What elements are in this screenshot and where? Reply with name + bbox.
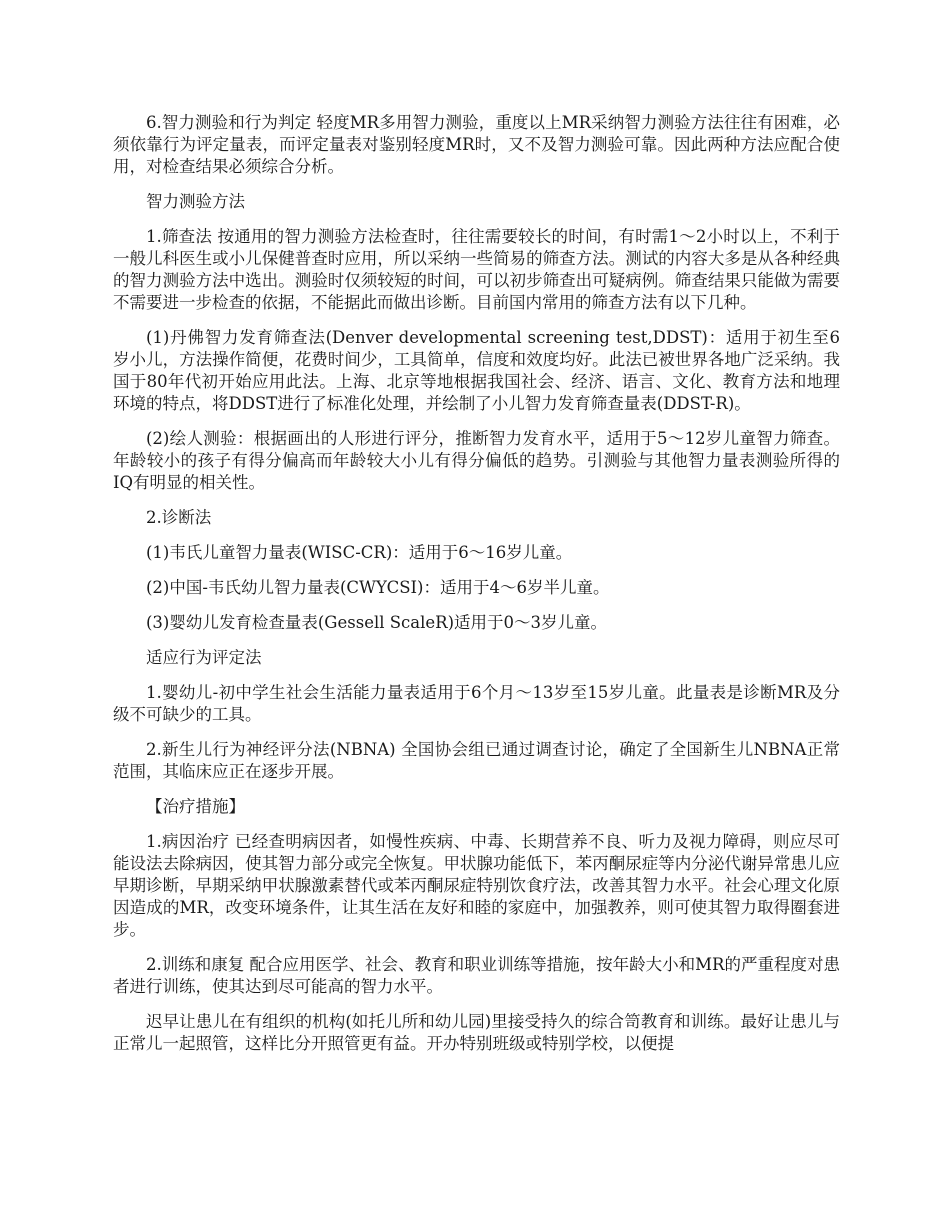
document-body [113,112,840,1068]
paragraph-social-living-scale: 1.婴幼儿-初中学生社会生活能力量表适用于6个月～13岁至15岁儿童。此量表是诊断MR及分级不可缺少的工具。 [113,683,840,724]
paragraph-organized-education: 迟早让患儿在有组织的机构(如托儿所和幼儿园)里接受持久的综合笥教育和训练。最好让患儿与正常儿一起照管，这样比分开照管更有益。开办特别班级或特别学校，以便提 [113,1012,840,1053]
paragraph-ddst: (1)丹佛智力发育筛查法(Denver developmental screening test,DDST)：适用于初生至6岁小儿，方法操作简便，花费时间少，工具简单，信度和效度均好。此法已被世界各地广泛采纳。我国于80年代初开始应用此法。上海、北京等地根据我国社会、经济、语言、文化、教育方法和地理环境的特点，将DDST进行了标准化处理，并绘制了小儿智力发育筛查量表(DDST-R)。 [113,328,840,413]
heading-intelligence-test-methods: 智力测验方法 [146,192,245,211]
paragraph-gesell-scale: (3)婴幼儿发育检查量表(Gessell ScaleR)适用于0～3岁儿童。 [146,613,608,632]
heading-adaptive-behavior-assessment: 适应行为评定法 [146,648,262,667]
heading-diagnostic-method: 2.诊断法 [146,508,212,527]
paragraph-intelligence-and-behavior: 6.智力测验和行为判定 轻度MR多用智力测验，重度以上MR采纳智力测验方法往往有困难，必须依靠行为评定量表，而评定量表对鉴别轻度MR时，又不及智力测验可靠。因此两种方法应配合使用，对检查结果必须综合分析。 [113,113,840,176]
paragraph-training-rehabilitation: 2.训练和康复 配合应用医学、社会、教育和职业训练等措施，按年龄大小和MR的严重程度对患者进行训练，使其达到尽可能高的智力水平。 [113,955,840,996]
paragraph-etiological-treatment: 1.病因治疗 已经查明病因者，如慢性疾病、中毒、长期营养不良、听力及视力障碍，则应尽可能设法去除病因，使其智力部分或完全恢复。甲状腺功能低下，苯丙酮尿症等内分泌代谢异常患儿应早期诊断，早期采纳甲状腺激素替代或苯丙酮尿症特别饮食疗法，改善其智力水平。社会心理文化原因造成的MR，改变环境条件，让其生活在友好和睦的家庭中，加强教养，则可使其智力取得圈套进步。 [113,832,840,939]
paragraph-cwycsi: (2)中国-韦氏幼儿智力量表(CWYCSI)：适用于4～6岁半儿童。 [146,578,610,597]
paragraph-screening-method: 1.筛查法 按通用的智力测验方法检查时，往往需要较长的时间，有时需1～2小时以上，不利于一般儿科医生或小儿保健普查时应用，所以采纳一些简易的筛查方法。测试的内容大多是从各种经典的智力测验方法中选出。测验时仅须较短的时间，可以初步筛查出可疑病例。筛查结果只能做为需要不需要进一步检查的依据，不能据此而做出诊断。目前国内常用的筛查方法有以下几种。 [113,227,840,312]
paragraph-nbna: 2.新生儿行为神经评分法(NBNA) 全国协会组已通过调查讨论，确定了全国新生儿NBNA正常范围，其临床应正在逐步开展。 [113,740,840,781]
paragraph-wisc-cr: (1)韦氏儿童智力量表(WISC-CR)：适用于6～16岁儿童。 [146,543,573,562]
paragraph-draw-a-person-test: (2)绘人测验：根据画出的人形进行评分，推断智力发育水平，适用于5～12岁儿童智力筛查。年龄较小的孩子有得分偏高而年龄较大小儿有得分偏低的趋势。引测验与其他智力量表测验所得的IQ有明显的相关性。 [113,429,840,492]
heading-treatment-measures: 【治疗措施】 [146,797,245,816]
